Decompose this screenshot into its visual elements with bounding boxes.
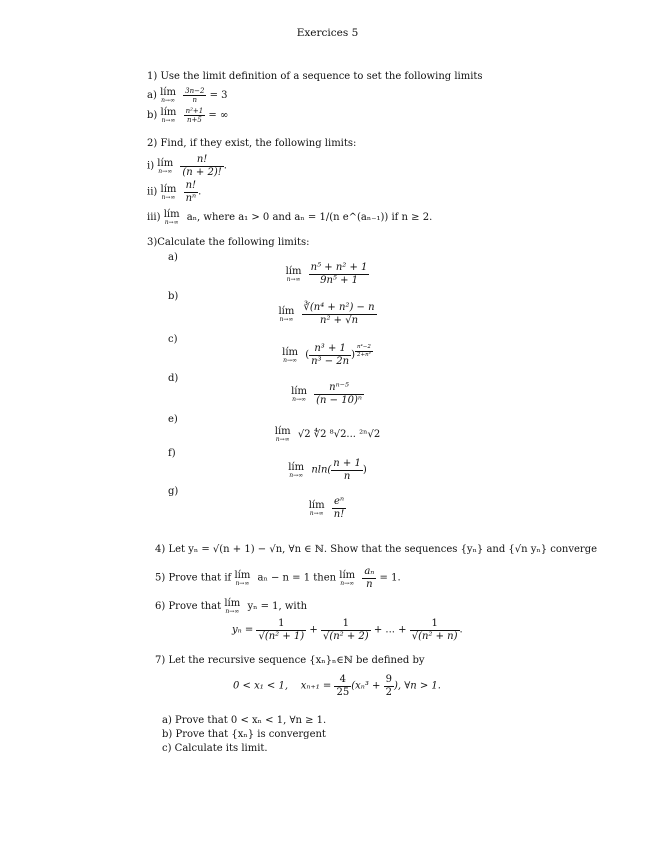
ex2-i-label: i) (147, 160, 155, 172)
ex7-formula: 0 < x₁ < 1, xₙ₊₁ = $\frac{4}{25}$ (xₙ³ + $\frac{9}{2}$ ), ∀n > 1. (233, 674, 441, 698)
ex7-heading: 7) Let the recursive sequence {xₙ}ₙ∈ℕ be defined by (155, 655, 425, 666)
ex2-iii-lim: lím n→∞ (163, 209, 180, 226)
ex7-coef: $\frac{4}{25}$ (336, 674, 350, 698)
ex3-a-expr (0, 262, 655, 286)
ex3-g-fraction: $\frac{\text{eⁿ}}{n!}$ (333, 496, 345, 520)
ex5-text (155, 566, 401, 590)
ex1-a (147, 87, 228, 104)
ex7-const: $\frac{9}{2}$ (385, 674, 392, 698)
ex6-lim: lím n→∞ (224, 598, 241, 615)
ex1-a-label: a) (147, 90, 157, 102)
ex6-mid: yₙ = 1, with (247, 601, 308, 612)
ex3-b-lim: lím n→∞ (278, 305, 295, 323)
ex1-a-rhs: = 3 (209, 90, 228, 102)
ex2-i-lim: lím n→∞ (157, 157, 174, 175)
ex3-g-lim: lím n→∞ (308, 499, 325, 517)
ex3-b-expr (0, 302, 655, 326)
ex3-e-label: e) (168, 414, 178, 425)
ex2-heading: 2) Find, if they exist, the following limits: (147, 138, 357, 149)
ex3-a-label: a) (168, 252, 178, 263)
ex3-f-expr: lím n→∞ nln( $\frac{n + 1}{n}$ ) (288, 458, 367, 482)
ex3-heading: 3)Calculate the following limits: (147, 237, 310, 248)
ex2-ii-lim: lím n→∞ (160, 183, 177, 201)
ex1-b-lim: lím n→∞ (160, 107, 177, 125)
ex3-d-label: d) (168, 373, 179, 384)
ex7-b: b) Prove that {xₙ} is convergent (162, 729, 326, 740)
page-title: Exercices 5 (296, 27, 359, 39)
ex3-e-body: √2 ∜2 ⁸√2... ²ⁿ√2 (297, 429, 381, 440)
ex3-d-expr (0, 382, 655, 406)
ex1-b-fraction: $\frac{\text{n²+1}}{n+5}$ (185, 107, 204, 125)
ex2-ii-fraction: $\frac{n!}{\text{nⁿ}}$ (185, 180, 197, 204)
ex3-a-fraction: $\frac{\text{n⁵ + n² + 1}}{\text{9n⁵ + 1}}$ (310, 262, 368, 286)
ex3-d-fraction: $\frac{\text{nⁿ⁻⁵}}{\text{(n − 10)ⁿ}}$ (316, 382, 362, 406)
ex5-lim-1: lím n→∞ (234, 569, 251, 587)
ex3-f-lim: lím n→∞ (288, 461, 305, 479)
ex3-f-fraction: $\frac{n + 1}{n}$ (333, 458, 361, 482)
ex6-term-3: $\frac{1}{\text{√(n² + n)}}$ (411, 618, 458, 642)
ex5-pre: 5) Prove that if (155, 572, 232, 584)
ex2-i: i) lím n→∞ $\frac{n!}{(n + 2)!}$ . (147, 154, 227, 178)
ex3-c-fraction: $\frac{\text{n³ + 1}}{\text{n³ − 2n}}$ (311, 343, 350, 367)
ex3-d-lim: lím n→∞ (291, 385, 307, 403)
ex5-post: = 1. (379, 572, 401, 584)
ex4-text: 4) Let yₙ = √(n + 1) − √n, ∀n ∈ ℕ. Show that the sequences {yₙ} and {√n yₙ} converge (155, 544, 598, 555)
ex6-term-1: $\frac{1}{\text{√(n² + 1)}}$ (258, 618, 305, 642)
ex6-pre: 6) Prove that (155, 601, 222, 612)
ex2-ii-label: ii) (147, 186, 158, 198)
ex1-a-lim: lím n→∞ (160, 87, 176, 105)
ex5-mid: aₙ − n = 1 then (257, 572, 337, 584)
ex1-b (147, 107, 228, 124)
ex3-f-label: f) (168, 448, 176, 459)
ex6-heading (155, 598, 307, 615)
ex5-fraction: $\frac{\text{aₙ}}{n}$ (364, 566, 375, 590)
ex3-c-expr: lím n→∞ ( $\frac{\text{n³ + 1}}{\text{n³ − 2n}}$ ) $^{\frac{\text{n⁴−2}}{\text{2+n²}}}$ (282, 343, 371, 367)
ex1-a-fraction: $\frac{3n-2}{n}$ (185, 87, 205, 105)
ex2-ii: ii) lím n→∞ $\frac{n!}{\text{nⁿ}}$ . (147, 180, 202, 204)
ex5-lim-2: lím n→∞ (339, 569, 356, 587)
ex2-iii-body: aₙ, where a₁ > 0 and aₙ = 1/(n e^(aₙ₋₁)) if n ≥ 2. (186, 212, 433, 223)
ex1-heading: 1) Use the limit definition of a sequence to set the following limits (147, 71, 483, 82)
ex7-a: a) Prove that 0 < xₙ < 1, ∀n ≥ 1. (162, 715, 327, 726)
ex3-g-label: g) (168, 486, 179, 497)
ex7-c: c) Calculate its limit. (162, 743, 268, 754)
ex1-b-label: b) (147, 110, 158, 122)
ex2-iii (147, 209, 432, 226)
ex3-c-label: c) (168, 334, 178, 345)
ex2-i-fraction: $\frac{n!}{(n + 2)!}$ (182, 154, 222, 178)
ex3-c-exponent: n⁴−2 2+n² (357, 344, 371, 358)
ex6-formula: yₙ = $\frac{1}{\text{√(n² + 1)}}$ + $\frac{1}{\text{√(n² + 2)}}$ + ... + $\frac{1}{\text{√(n² + n)}}$ . (232, 618, 463, 642)
ex2-iii-label: iii) (147, 212, 161, 223)
ex3-a-lim: lím n→∞ (285, 265, 302, 283)
ex6-term-2: $\frac{1}{\text{√(n² + 2)}}$ (322, 618, 369, 642)
ex3-c-lim: lím n→∞ (282, 346, 299, 364)
ex3-b-fraction: $\frac{\text{∛(n⁴ + n²) − n}}{\text{n² + √n}}$ (303, 302, 375, 326)
ex3-g-expr (0, 496, 655, 520)
ex1-b-rhs: = ∞ (208, 110, 229, 122)
ex3-e-lim: lím n→∞ (274, 426, 291, 443)
ex3-b-label: b) (168, 291, 179, 302)
ex3-e-expr (0, 426, 655, 443)
